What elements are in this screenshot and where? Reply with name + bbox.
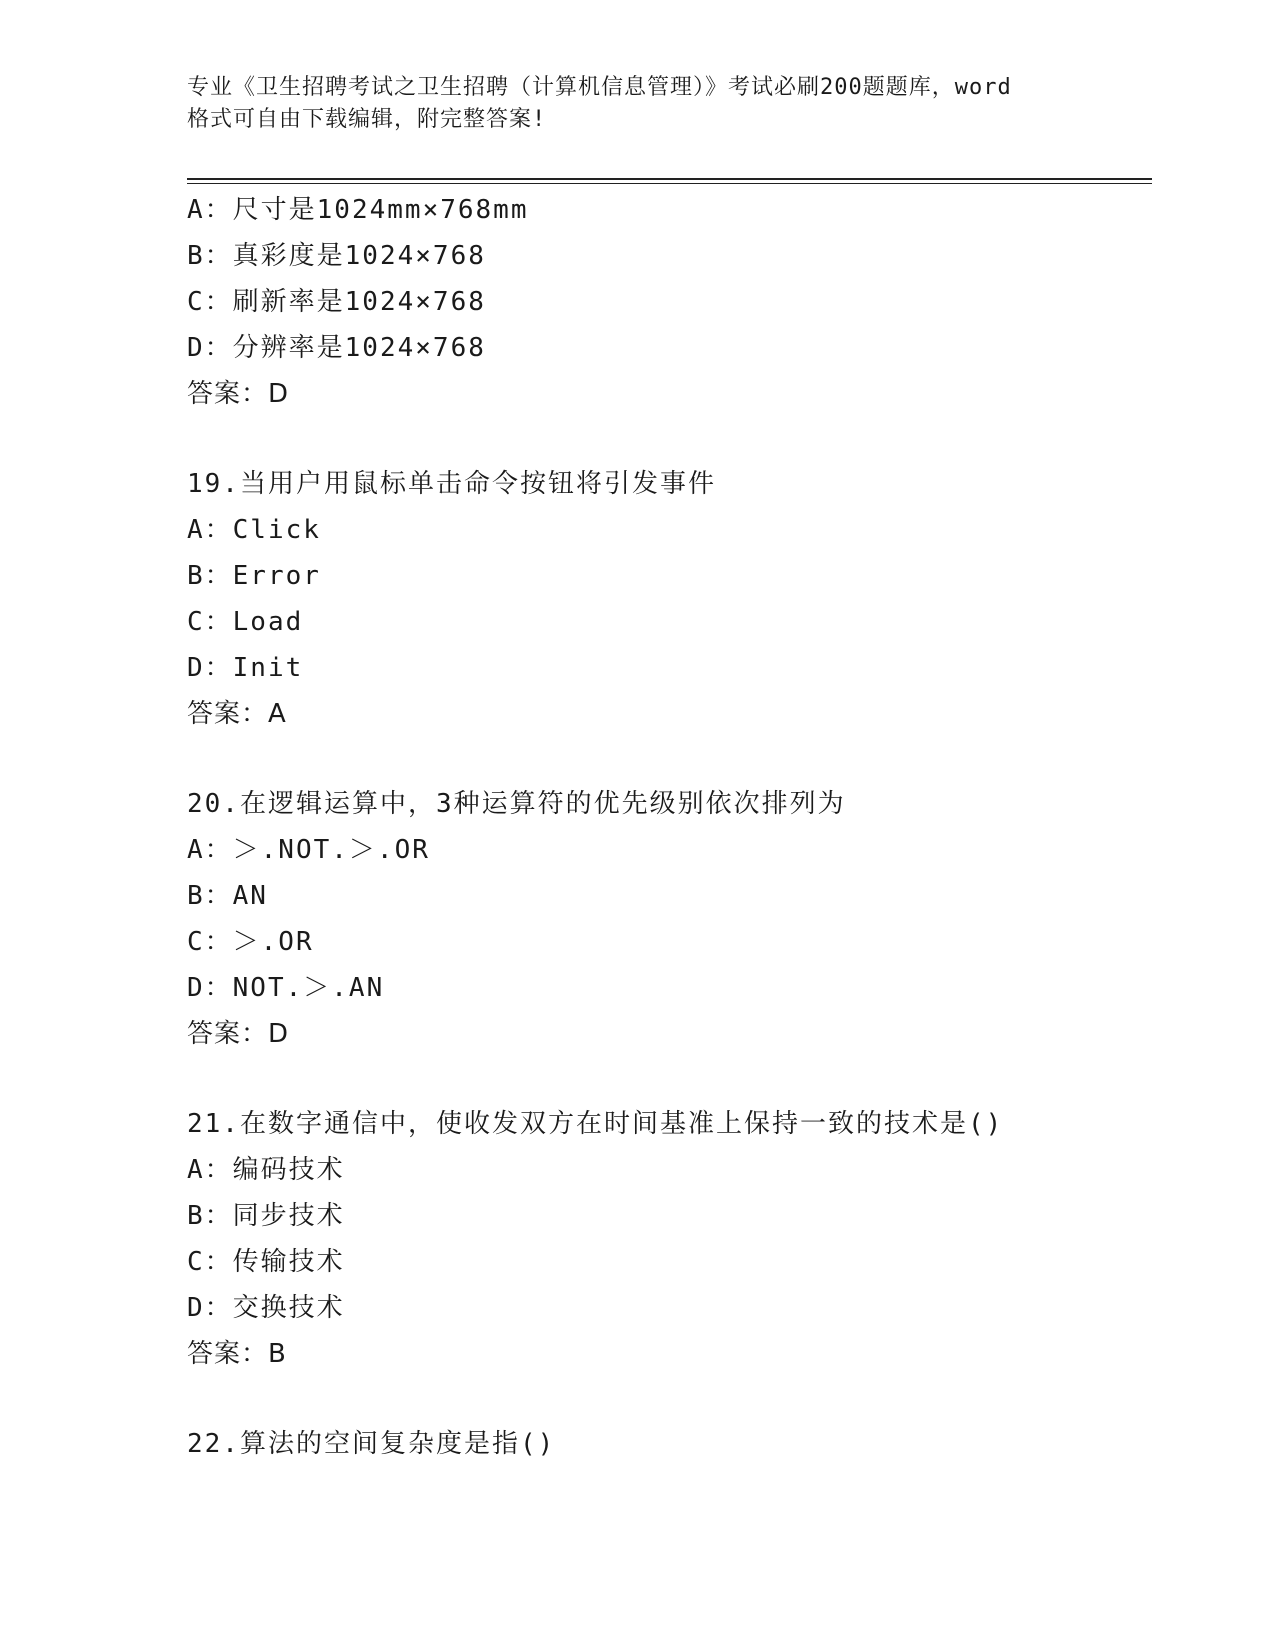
spacer [187, 737, 1147, 781]
document-header [187, 72, 1087, 136]
spacer [187, 1377, 1147, 1421]
question-21-option-c: C：传输技术 [187, 1247, 345, 1277]
question-21-block [187, 1101, 1147, 1377]
header-divider-thick [187, 178, 1152, 180]
question-20-option-b: B：AN [187, 881, 268, 911]
question-20-block [187, 781, 1147, 1057]
question-22-text: 22.算法的空间复杂度是指() [187, 1429, 556, 1459]
question-20-option-c: C：＞.OR [187, 927, 314, 957]
question-22-block [187, 1421, 1147, 1467]
question-19-text: 19.当用户用鼠标单击命令按钮将引发事件 [187, 469, 716, 499]
question-21-option-a: A：编码技术 [187, 1155, 345, 1185]
question-21-answer: 答案：B [187, 1339, 287, 1369]
spacer [187, 1057, 1147, 1101]
spacer [187, 417, 1147, 461]
question-20-option-d: D：NOT.＞.AN [187, 973, 385, 1003]
document-body [187, 187, 1147, 1467]
question-19-block [187, 461, 1147, 737]
question-19-option-d: D：Init [187, 653, 304, 683]
question-21-option-d: D：交换技术 [187, 1293, 345, 1323]
question-19-option-c: C：Load [187, 607, 304, 637]
question-18-answer: 答案：D [187, 379, 290, 409]
question-18-block [187, 187, 1147, 417]
header-line-2: 格式可自由下载编辑，附完整答案! [187, 107, 547, 132]
question-19-option-a: A：Click [187, 515, 321, 545]
question-19-answer: 答案：A [187, 699, 287, 729]
question-20-option-a: A：＞.NOT.＞.OR [187, 835, 430, 865]
question-21-text: 21.在数字通信中，使收发双方在时间基准上保持一致的技术是() [187, 1109, 1004, 1139]
question-20-text: 20.在逻辑运算中，3种运算符的优先级别依次排列为 [187, 789, 846, 819]
question-18-option-d: D：分辨率是1024×768 [187, 333, 486, 363]
question-20-answer: 答案：D [187, 1019, 290, 1049]
question-19-option-b: B：Error [187, 561, 321, 591]
header-divider-thin [187, 183, 1152, 184]
header-line-1: 专业《卫生招聘考试之卫生招聘（计算机信息管理）》考试必刷200题题库，word [187, 75, 1012, 100]
question-18-option-c: C：刷新率是1024×768 [187, 287, 486, 317]
question-21-option-b: B：同步技术 [187, 1201, 345, 1231]
question-18-option-b: B：真彩度是1024×768 [187, 241, 486, 271]
question-18-option-a: A：尺寸是1024mm×768mm [187, 195, 529, 225]
